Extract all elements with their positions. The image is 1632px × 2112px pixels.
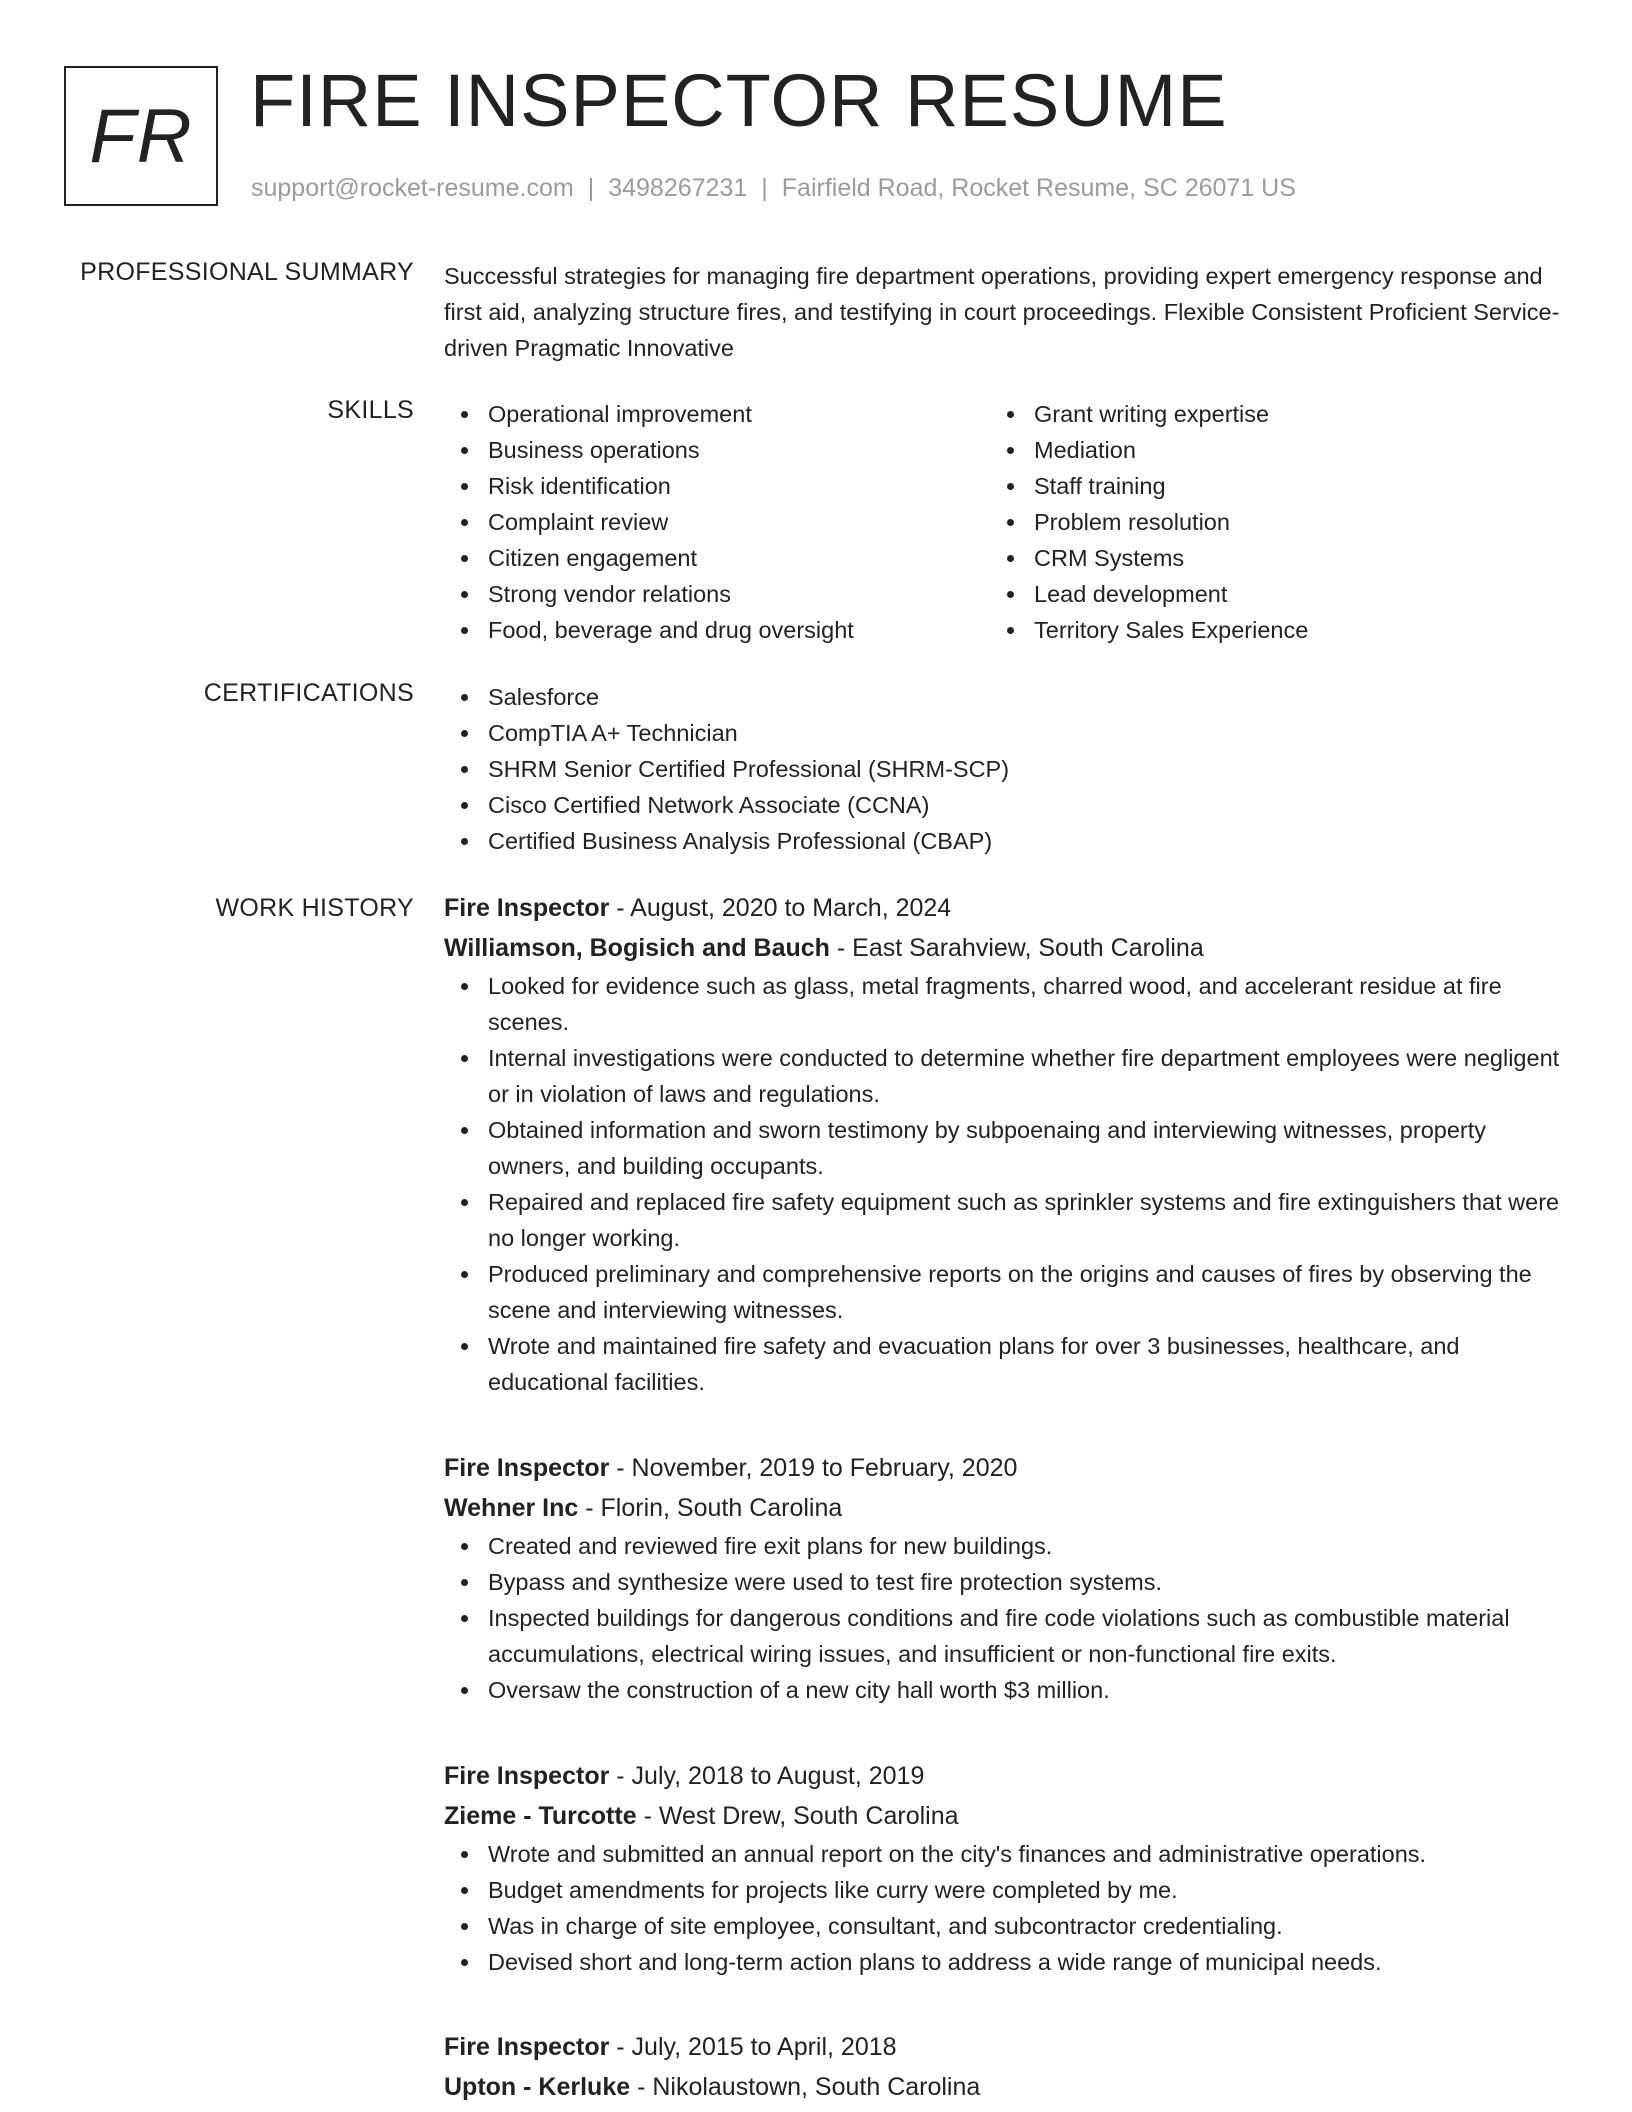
certification-item: Salesforce [444,679,1562,715]
job-duty: Repaired and replaced fire safety equipment such as sprinkler systems and fire extinguishers that were no longer working. [444,1184,1562,1256]
job-duty: Produced preliminary and comprehensive reports on the origins and causes of fires by observing the scene and interviewing witnesses. [444,1256,1562,1328]
skill-item: Complaint review [444,504,990,540]
skill-item: Business operations [444,432,990,468]
skills-body [444,396,1562,648]
job-title: Fire Inspector [444,894,610,922]
job-entry [444,2027,1562,2107]
skill-item: Food, beverage and drug oversight [444,612,990,648]
skill-item: Mediation [990,432,1536,468]
job-entry [444,888,1562,1400]
job-company-line [444,928,1562,968]
certifications-list [444,679,1562,859]
job-duty: Was in charge of site employee, consultant, and subcontractor credentialing. [444,1908,1562,1944]
job-company-line [444,2067,1562,2107]
job-duties-list [444,1528,1562,1708]
skill-item: Strong vendor relations [444,576,990,612]
job-title: Fire Inspector [444,1454,610,1482]
skill-item: Staff training [990,468,1536,504]
job-duty: Wrote and submitted an annual report on the city's finances and administrative operations. [444,1836,1562,1872]
skill-item: Lead development [990,576,1536,612]
page-title: FIRE INSPECTOR RESUME [250,59,1228,142]
certification-item: SHRM Senior Certified Professional (SHRM-SCP) [444,751,1562,787]
job-dates: - July, 2018 to August, 2019 [609,1762,925,1790]
skill-item: Citizen engagement [444,540,990,576]
skill-item: Territory Sales Experience [990,612,1536,648]
job-duty: Internal investigations were conducted to determine whether fire department employees were negligent or in violation of laws and regulations. [444,1040,1562,1112]
job-company: Williamson, Bogisich and Bauch [444,934,830,962]
job-title: Fire Inspector [444,1762,610,1790]
job-company-line [444,1796,1562,1836]
skill-item: Risk identification [444,468,990,504]
job-duties-list [444,1836,1562,1980]
skill-item: Grant writing expertise [990,396,1536,432]
job-title-line [444,1756,1562,1796]
section-label-certifications: CERTIFICATIONS [203,679,414,707]
skill-item: Problem resolution [990,504,1536,540]
section-label-skills: SKILLS [327,396,414,424]
job-duty: Oversaw the construction of a new city hall worth $3 million. [444,1672,1562,1708]
job-title-line [444,2027,1562,2067]
job-company-line [444,1488,1562,1528]
job-duty: Wrote and maintained fire safety and evacuation plans for over 3 businesses, healthcare, and educational facilities. [444,1328,1562,1400]
skills-list-left [444,396,990,648]
skills-list-right [990,396,1536,648]
contact-phone[interactable]: 3498267231 [608,174,748,202]
summary-text: Successful strategies for managing fire department operations, providing expert emergency response and first aid, analyzing structure fires, and testifying in court proceedings. Flexible Consistent Proficient Service-driven Pragmatic Innovative [444,263,1560,361]
job-location: - Florin, South Carolina [578,1494,843,1522]
job-duties-list [444,968,1562,1400]
job-duty: Looked for evidence such as glass, metal fragments, charred wood, and accelerant residue at fire scenes. [444,968,1562,1040]
job-duty: Obtained information and sworn testimony by subpoenaing and interviewing witnesses, property owners, and building occupants. [444,1112,1562,1184]
job-title-line [444,1448,1562,1488]
job-duty: Bypass and synthesize were used to test fire protection systems. [444,1564,1562,1600]
job-title-line [444,888,1562,928]
job-dates: - July, 2015 to April, 2018 [609,2033,897,2061]
section-label-summary: PROFESSIONAL SUMMARY [80,258,414,286]
certification-item: Certified Business Analysis Professional (CBAP) [444,823,1562,859]
job-dates: - November, 2019 to February, 2020 [609,1454,1018,1482]
job-duty: Devised short and long-term action plans to address a wide range of municipal needs. [444,1944,1562,1980]
certifications-body [444,679,1562,859]
job-entry [444,1448,1562,1708]
job-title: Fire Inspector [444,2033,610,2061]
certification-item: Cisco Certified Network Associate (CCNA) [444,787,1562,823]
job-location: - West Drew, South Carolina [636,1802,959,1830]
job-company: Upton - Kerluke [444,2073,631,2101]
contact-line [251,174,1296,203]
section-label-work-history: WORK HISTORY [215,894,414,922]
skill-item: Operational improvement [444,396,990,432]
contact-address: Fairfield Road, Rocket Resume, SC 26071 US [781,174,1296,202]
certification-item: CompTIA A+ Technician [444,715,1562,751]
monogram-badge: FR [64,66,218,206]
job-duty: Inspected buildings for dangerous conditions and fire code violations such as combustible material accumulations, electrical wiring issues, and insufficient or non-functional fire exits. [444,1600,1562,1672]
job-duty: Created and reviewed fire exit plans for new buildings. [444,1528,1562,1564]
job-entry [444,1756,1562,1980]
contact-separator: | [761,174,768,202]
job-company: Wehner Inc [444,1494,579,1522]
job-dates: - August, 2020 to March, 2024 [609,894,952,922]
contact-email[interactable]: support@rocket-resume.com [251,174,574,202]
summary-body [444,258,1562,366]
job-location: - Nikolaustown, South Carolina [630,2073,981,2101]
job-company: Zieme - Turcotte [444,1802,637,1830]
job-duty: Budget amendments for projects like curry were completed by me. [444,1872,1562,1908]
job-location: - East Sarahview, South Carolina [829,934,1204,962]
contact-separator: | [587,174,595,202]
skill-item: CRM Systems [990,540,1536,576]
